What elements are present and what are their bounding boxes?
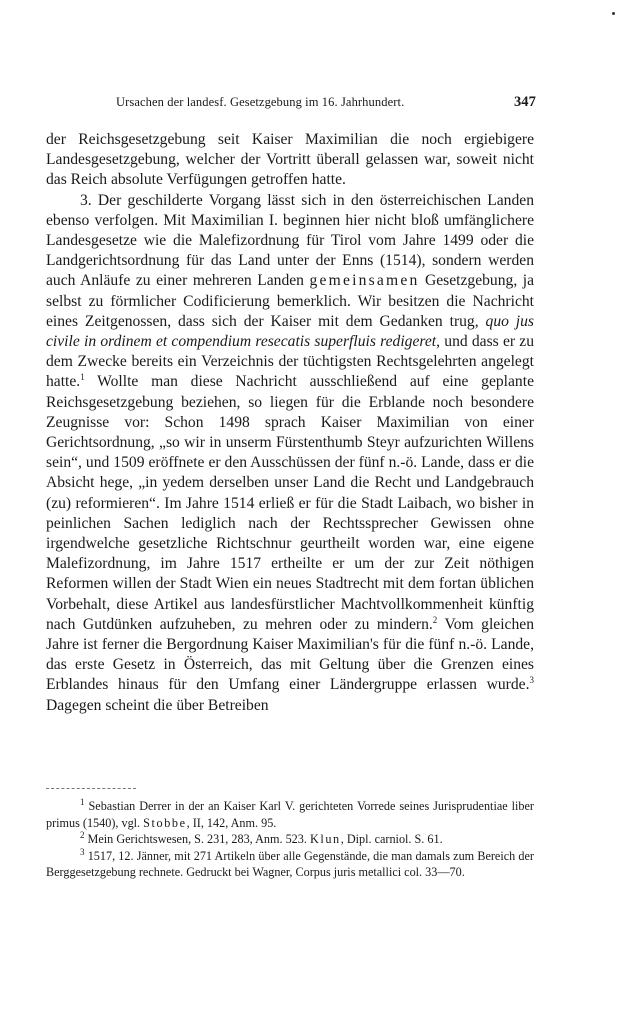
footnote-separator [46, 788, 136, 789]
footnote-2-text-b: , Dipl. carniol. S. 61. [340, 832, 443, 846]
footnote-2-mark: 2 [80, 829, 85, 840]
running-header [116, 94, 536, 111]
p2-text-b: Gesetzgebung, ja selbst zu förmlicher Codificierung bemerklich. Wir besitzen die Nachricht eines Zeitgenossen, dass sich der Kaiser mit dem Gedanken trug, [46, 272, 535, 330]
footnote-3-mark: 3 [80, 846, 85, 857]
paragraph-2 [46, 191, 534, 716]
running-title: Ursachen der landesf. Gesetzgebung im 16. Jahrhundert. [116, 95, 405, 109]
p2-spaced-word: gemeinsamen [309, 272, 420, 290]
footnote-1-author: Stobbe [143, 815, 187, 830]
footnote-ref-1[interactable]: 1 [80, 372, 85, 383]
footnote-ref-3[interactable]: 3 [529, 675, 534, 686]
footnote-3-text: 1517, 12. Jänner, mit 271 Artikeln über alle Gegenstände, die man damals zum Bereich der Berggesetzgebung rechnete. Gedruckt bei Wagner, Corpus juris metallici col. 33—70. [46, 848, 534, 879]
footnote-1-mark: 1 [80, 796, 85, 807]
p2-text-f: Dagegen scheint die über Betreiben [46, 696, 269, 714]
p2-text-d: Wollte man diese Nachricht ausschließend auf eine geplante Reichsgesetzgebung beziehen, so liegen für die Erblande noch besondere Zeugnisse vor: Schon 1498 sprach Kaiser Maximilian von einer Gerichtsordnung, „so wir in unserm Fürstenthumb Steyr aufzurichten Willens sein“, und 1509 eröffnete er den Ausschüssen der fünf n.-ö. Lande, dass er die Absicht hege, „in yedem derselben unser Land die Recht und Landgebrauch (zu) reformieren“. Im Jahre 1514 erließ er für die Stadt Laibach, wo bisher in peinlichen Sachen lediglich nach der Rechtssprecher Gewissen ohne irgendwelche gesetzliche Richtschnur geurtheilt worden war, eine eigene Malefizordnung, im Jahre 1517 ertheilte er um der zur Zeit nöthigen Reformen willen der Stadt Wien ein neues Stadtrecht mit dem fortan üblichen Vorbehalt, diese Artikel aus landesfürstlicher Machtvollkommenheit künftig nach Gutdünken aufzuheben, zu mehren oder zu mindern. [46, 373, 534, 633]
footnote-2-author: Klun [309, 832, 341, 846]
footnotes [46, 798, 534, 881]
p2-latin-quote: quo jus civile in ordinem et compendium resecatis superfluis redigeret, [46, 312, 534, 351]
paragraph-1: der Reichsgesetzgebung seit Kaiser Maximilian die noch ergiebigere Landesgesetzgebung, welcher der Vortritt überall gelassen war, soweit nicht das Reich absolute Verfügungen getroffen hatte. [46, 131, 534, 189]
page-number: 347 [513, 94, 536, 110]
body-text [46, 130, 534, 716]
footnote-1-text-a: Sebastian Derrer in der an Kaiser Karl V. gerichteten Vorrede seines Jurisprudentiae liber primus (1540), vgl. [46, 799, 534, 830]
margin-speck [612, 12, 615, 15]
footnote-1-text-b: , II, 142, Anm. 95. [186, 815, 277, 830]
p2-text-e: Vom gleichen Jahre ist ferner die Bergordnung Kaiser Maximilian's für die fünf n.-ö. Lande, das erste Gesetz in Österreich, das mit Geltung über die Grenzen eines Erblandes hinaus für den Umfang einer Ländergruppe erlassen wurde. [46, 615, 534, 694]
footnote-2 [46, 831, 534, 848]
footnote-1 [46, 798, 534, 831]
footnote-ref-2[interactable]: 2 [432, 614, 438, 625]
footnote-3 [46, 848, 534, 881]
p2-text-c: und dass er zu dem Zwecke bereits ein Verzeichnis der tüchtigsten Rechtsgelehrten angelegt hatte. [46, 333, 535, 391]
footnote-2-text-a: Mein Gerichtswesen, S. 231, 283, Anm. 523. [84, 832, 310, 846]
p2-text-a: 3. Der geschilderte Vorgang lässt sich in den österreichischen Landen ebenso verfolgen. Mit Maximilian I. beginnen hier nicht bloß umfänglichere Landesgesetze wie die Malefizordnung für Tirol vom Jahre 1499 oder die Landgerichtsordnung für das Land unter der Enns (1514), sondern werden auch Anläufe zu einer mehreren Landen [46, 191, 534, 290]
